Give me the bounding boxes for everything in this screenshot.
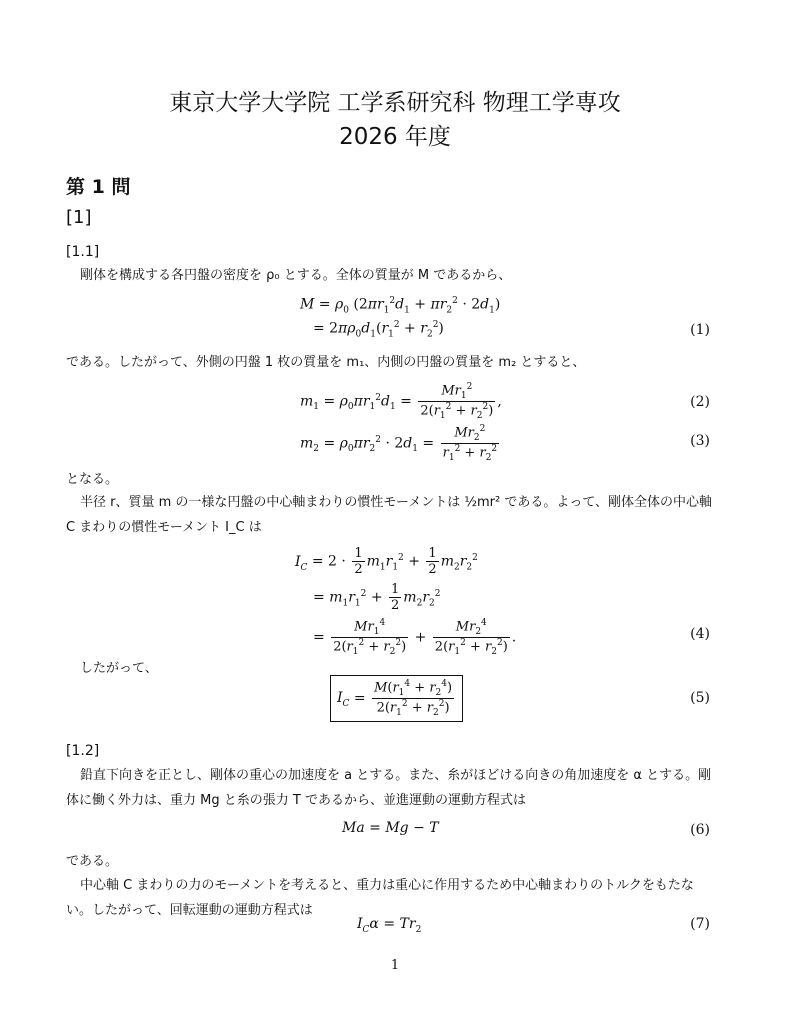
equation-4-line-1: $I_C = 2$ · $\frac{1}{2}$ $m_1r_1^2$ + $\frac{1}{2}$ $m_2r_2^2$ [295, 546, 478, 577]
equation-2: $m_1 = \rho_0\pi r_1^2d_1$ = $\frac{Mr_1^2}{2(r_1^2 + r_2^2)}$ , [300, 382, 502, 421]
subsection-heading-1-1: [1.1] [66, 244, 100, 260]
equation-1-line-2: = $2\pi\rho_0d_1(r_1^2 + r_2^2)$ [313, 320, 444, 340]
subsection-heading-1-2: [1.2] [66, 743, 100, 759]
paragraph-is: である。 [66, 854, 119, 869]
paragraph-rotation: 中心軸 C まわりの力のモーメントを考えると、重力は重心に作用するため中心軸まわりのトルクをもたない。したがって、回転運動の運動方程式は [66, 878, 694, 918]
equation-number-4: (4) [690, 626, 710, 642]
equation-number-5: (5) [690, 690, 710, 706]
equation-number-7: (7) [690, 916, 710, 932]
paragraph-therefore: したがって、 [80, 661, 158, 676]
paragraph-inertia: 半径 r、質量 m の一様な円盤の中心軸まわりの慣性モーメントは ½mr² である。よって、剛体全体の中心軸 C まわりの慣性モーメント I_C は [66, 495, 713, 535]
document-title: 東京大学大学院 工学系研究科 物理工学専攻 [169, 90, 621, 116]
equation-number-3: (3) [690, 433, 710, 449]
equation-4-line-3: = $\frac{Mr_1^4}{2(r_1^2 + r_2^2)}$ + $\frac{Mr_2^4}{2(r_1^2 + r_2^2)}$ . [313, 618, 517, 657]
paragraph-density: 剛体を構成する各円盤の密度を ρ₀ とする。全体の質量が M であるから、 [80, 268, 512, 283]
equation-1-line-1: $M = \rho_0$ $(2\pi r_1^2d_1 + \pi r_2^2 \cdot 2d_1)$ [300, 296, 501, 316]
equation-5-boxed: $I_C$ = $\frac{M(r_1^4 + r_2^4)}{2(r_1^2 + r_2^2)}$ [330, 675, 463, 722]
equation-4-line-2: = $m_1r_1^2$ + $\frac{1}{2}$ $m_2r_2^2$ [313, 582, 441, 613]
document-year: 2026 年度 [339, 124, 451, 150]
equation-7: $I_C\alpha = Tr_2$ [357, 916, 422, 935]
problem-heading: 第 1 問 [66, 176, 131, 198]
part-heading: [1] [66, 207, 92, 228]
equation-number-6: (6) [690, 822, 710, 838]
equation-number-2: (2) [690, 394, 710, 410]
paragraph-result: となる。 [66, 472, 119, 487]
paragraph-translation: 鉛直下向きを正とし、剛体の重心の加速度を a とする。また、糸がほどける向きの角加速度を α とする。剛体に働く外力は、重力 Mg と糸の張力 T であるから、並進運動の運動方程式は [66, 768, 712, 808]
page-number: 1 [390, 958, 400, 973]
equation-6: Ma = Mg − T [342, 820, 439, 836]
paragraph-masses: である。したがって、外側の円盤 1 枚の質量を m₁、内側の円盤の質量を m₂ とすると、 [66, 355, 586, 370]
equation-3: $m_2 = \rho_0\pi r_2^2 \cdot 2d_1$ = $\frac{Mr_2^2}{r_1^2 + r_2^2}$ [300, 424, 498, 463]
equation-number-1: (1) [690, 322, 710, 338]
